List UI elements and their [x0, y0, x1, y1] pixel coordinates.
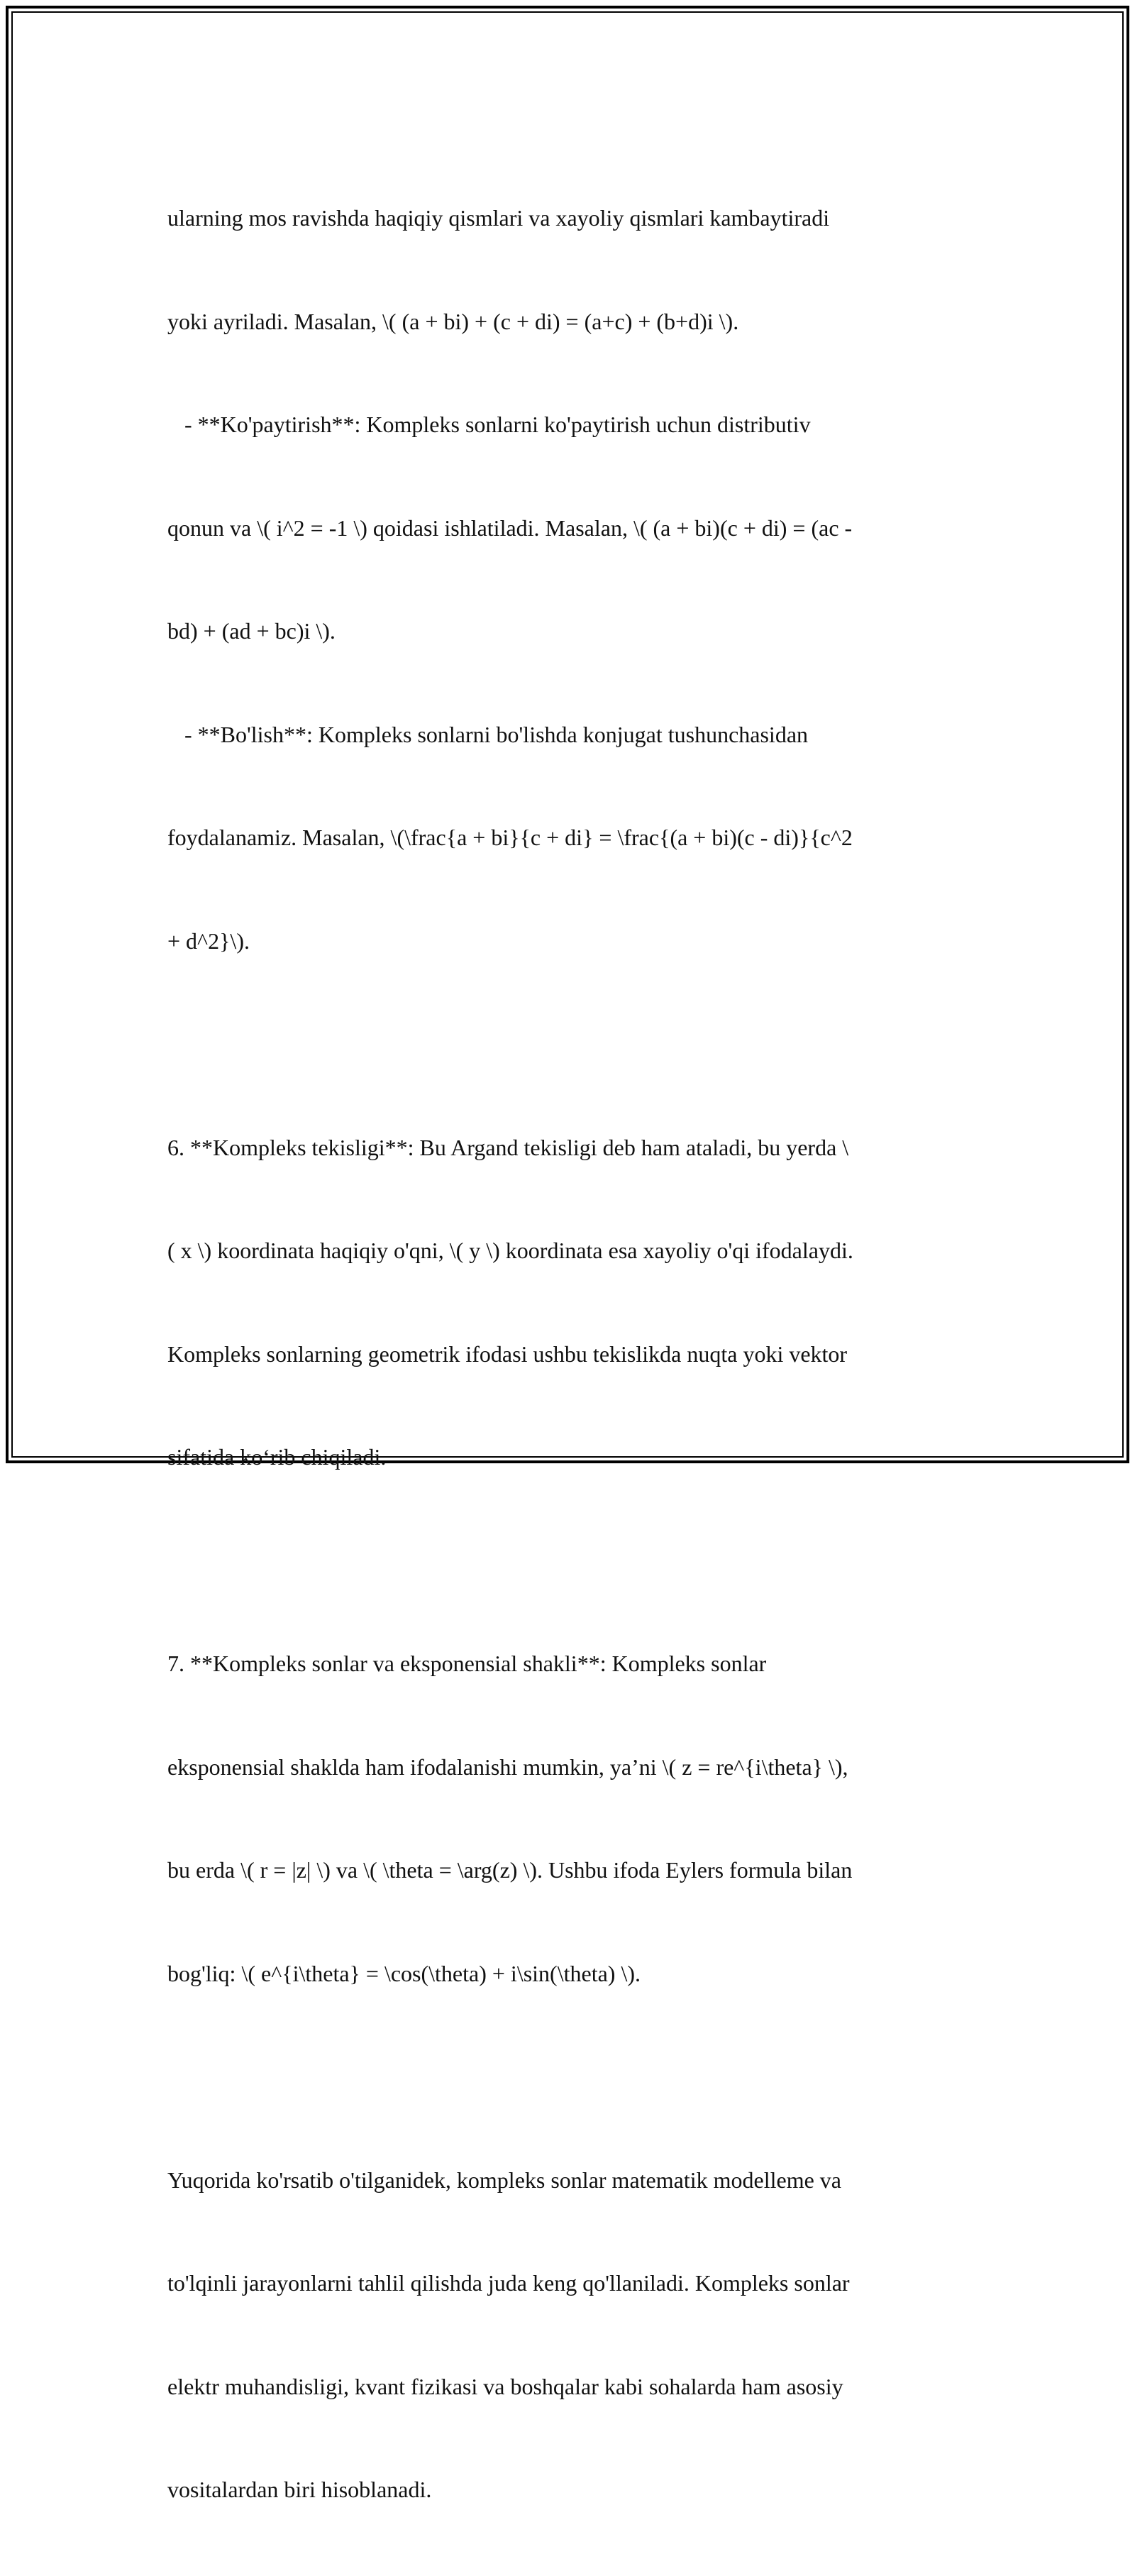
- text-line: eksponensial shakldа ham ifodalanishi mumkin, ya’ni \( z = re^{i\theta} \),: [167, 1754, 848, 1780]
- text-line: yoki ayriladi. Masalan, \( (a + bi) + (c + di) = (a+c) + (b+d)i \).: [167, 308, 739, 334]
- text-line: ( x \) koordinata haqiqiy o'qni, \( y \) koordinata esa xayoliy o'qi ifodalaydi.: [167, 1238, 853, 1263]
- text-line: vositalardan biri hisoblanadi.: [167, 2477, 432, 2502]
- paragraph-gap: [167, 1027, 955, 1062]
- text-line: + d^2}\).: [167, 928, 250, 954]
- text-line: Kompleks sonlarning geometrik ifodasi ushbu tekislikda nuqta yoki vektor: [167, 1341, 848, 1367]
- text-line: to'lqinli jarayonlarni tahlil qilishda juda keng qo'llaniladi. Kompleks sonlar: [167, 2270, 850, 2296]
- text-line: elektr muhandisligi, kvant fizikasi va boshqalar kabi sohalarda ham asosiy: [167, 2373, 843, 2399]
- text-line: bd) + (ad + bc)i \).: [167, 618, 336, 644]
- text-line: 6. **Kompleks tekisligi**: Bu Argand tekisligi deb ham ataladi, bu yerda \: [167, 1134, 849, 1160]
- text-line: bog'liq: \( e^{i\theta} = \cos(\theta) + i\sin(\theta) \).: [167, 1960, 641, 1986]
- paragraph-gap: [167, 2059, 955, 2094]
- text-line: qonun va \( i^2 = -1 \) qoidasi ishlatiladi. Masalan, \( (a + bi)(c + di) = (ac -: [167, 514, 853, 541]
- paragraph-arithmetic-operations: [167, 132, 955, 1027]
- text-line: - **Bo'lish**: Kompleks sonlarni bo'lishda konjugat tushunchasidan: [167, 721, 809, 747]
- text-line: - **Ko'paytirish**: Kompleks sonlarni ko'paytirish uchun distributiv: [167, 412, 811, 437]
- text-line: Yuqorida ko'rsatib o'tilganidek, kompleks sonlar matematik modelleme va: [167, 2167, 841, 2193]
- text-line: sifatida ko‘rib chiqiladi.: [167, 1444, 387, 1470]
- paragraph-conclusion: [167, 2094, 955, 2576]
- paragraph-gap: [167, 1543, 955, 1578]
- paragraph-complex-plane: [167, 1062, 955, 1543]
- text-line: 7. **Kompleks sonlar va eksponensial shakli**: Kompleks sonlar: [167, 1651, 767, 1676]
- paragraph-exponential-form: [167, 1578, 955, 2059]
- text-line: bu erda \( r = |z| \) va \( \theta = \arg(z) \). Ushbu ifoda Eylers formula bilan: [167, 1857, 853, 1883]
- document-body: [167, 132, 955, 2576]
- text-line: ularning mos ravishda haqiqiy qismlari va xayoliy qismlari kambaytiradi: [167, 205, 830, 231]
- text-line: foydalanamiz. Masalan, \(\frac{a + bi}{c + di} = \frac{(a + bi)(c - di)}{c^2: [167, 825, 853, 850]
